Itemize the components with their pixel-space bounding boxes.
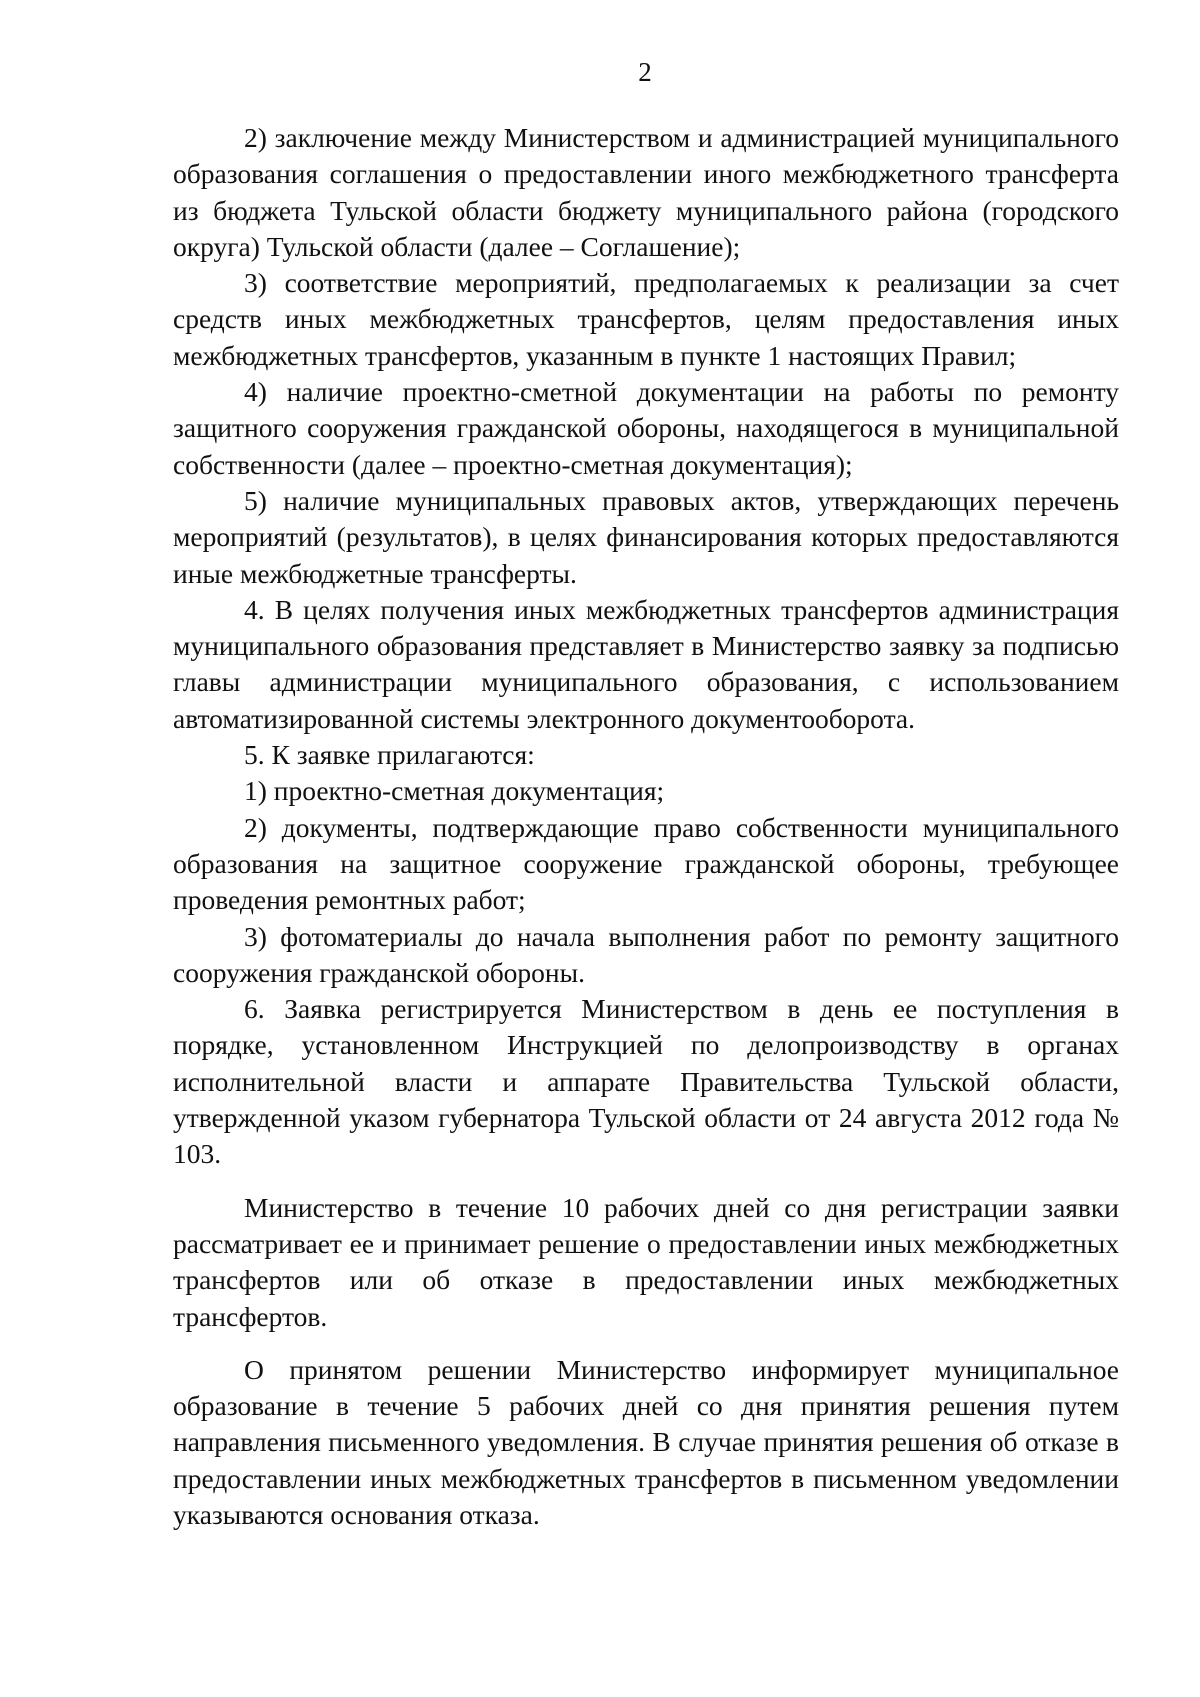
paragraph-review-decision: Министерство в течение 10 рабочих дней со дня регистрации заявки рассматривает ее и принимает решение о предоставлении иных межбюджетных трансфертов или об отказе в предоставлении иных межбюджетных трансфертов. xyxy=(173,1191,1119,1332)
paragraph-attachment-1: 1) проектно-сметная документация; xyxy=(244,775,665,807)
paragraph-5-legal-acts: 5) наличие муниципальных правовых актов, утверждающих перечень мероприятий (результатов), в целях финансирования которых предоставляются иные межбюджетные трансферты. xyxy=(173,484,1119,589)
paragraph-section-6-registration: 6. Заявка регистрируется Министерством в день ее поступления в порядке, установленном Инструкцией по делопроизводству в органах исполнительной власти и аппарате Правительства Тульской области, утвержденной указом губернатора Тульской области от 24 августа 2012 года № 103. xyxy=(173,993,1119,1170)
page-number: 2 xyxy=(638,57,652,87)
paragraph-2-agreement: 2) заключение между Министерством и администрацией муниципального образования соглашения о предоставлении иного межбюджетного трансферта из бюджета Тульской области бюджету муниципального района (городского округа) Тульской области (далее – Соглашение); xyxy=(173,122,1119,262)
paragraph-section-4-application: 4. В целях получения иных межбюджетных трансфертов администрация муниципального образования представляет в Министерство заявку за подписью главы администрации муниципального образования, с использованием автоматизированной системы электронного документооборота. xyxy=(173,593,1119,734)
paragraph-notification: О принятом решении Министерство информирует муниципальное образование в течение 5 рабочих дней со дня принятия решения путем направления письменного уведомления. В случае принятия решения об отказе в предоставлении иных межбюджетных трансфертов в письменном уведомлении указываются основания отказа. xyxy=(173,1353,1119,1530)
paragraph-attachment-2: 2) документы, подтверждающие право собственности муниципального образования на защитное сооружение гражданской обороны, требующее проведения ремонтных работ; xyxy=(173,811,1119,916)
paragraph-3-compliance: 3) соответствие мероприятий, предполагаемых к реализации за счет средств иных межбюджетных трансфертов, целям предоставления иных межбюджетных трансфертов, указанным в пункте 1 настоящих Правил; xyxy=(173,267,1119,371)
paragraph-section-5-attachments: 5. К заявке прилагаются: xyxy=(244,739,535,771)
document-body xyxy=(173,120,1119,1533)
paragraph-attachment-3: 3) фотоматериалы до начала выполнения работ по ремонту защитного сооружения гражданской обороны. xyxy=(173,920,1119,988)
paragraph-4-design-docs: 4) наличие проектно-сметной документации на работы по ремонту защитного сооружения гражданской обороны, находящегося в муниципальной собственности (далее – проектно-сметная документация); xyxy=(173,376,1119,480)
